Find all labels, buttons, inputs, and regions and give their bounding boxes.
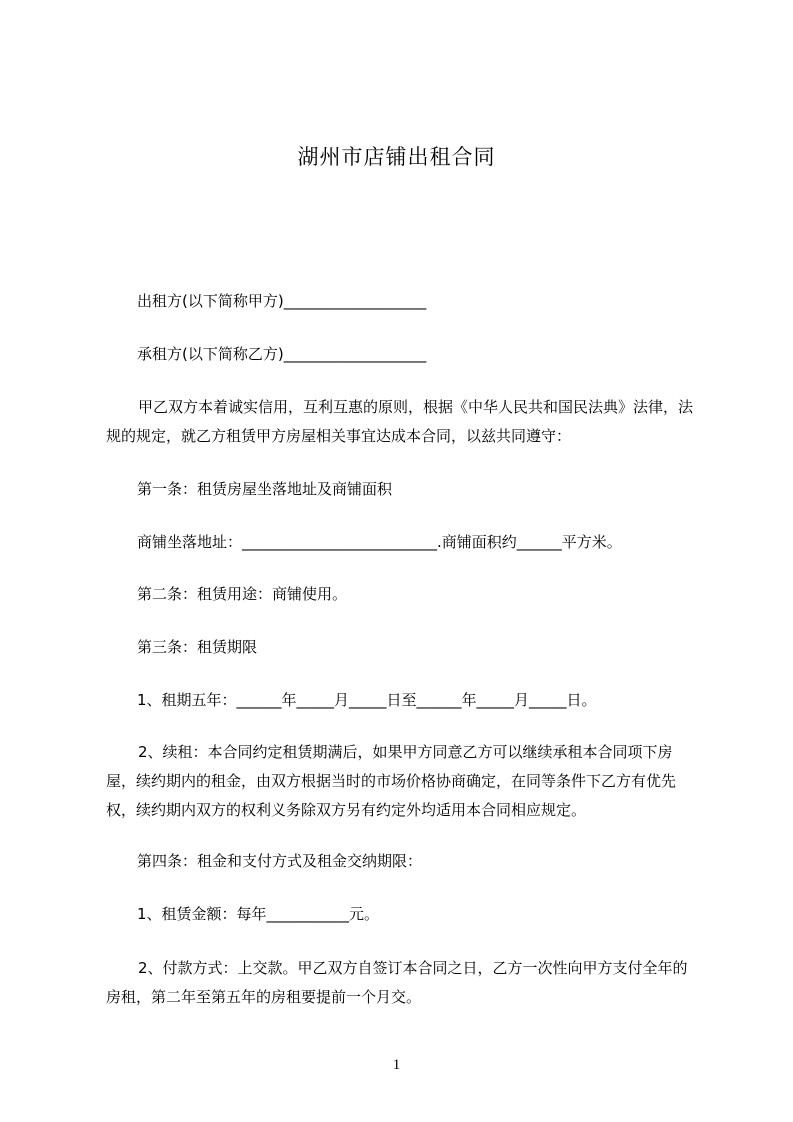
article1-address-line: 商铺坐落地址：__________________________.商铺面积约______平方米。 (137, 533, 622, 551)
article3-heading: 第三条：租赁期限 (137, 638, 258, 656)
article4-item2-paragraph (106, 954, 696, 1012)
page-number: 1 (392, 1057, 401, 1073)
preamble-text: 甲乙双方本着诚实信用，互利互惠的原则，根据《中华人民共和国民法典》法律，法规的规定，就乙方租赁甲方房屋相关事宜达成本合同，以兹共同遵守： (106, 398, 694, 445)
article3-item1: 1、租期五年：______年_____月_____日至______年_____月_____日。 (137, 691, 597, 709)
article2-heading: 第二条：租赁用途：商铺使用。 (137, 585, 348, 603)
article1-heading: 第一条：租赁房屋坐落地址及商铺面积 (137, 480, 393, 498)
article4-item1: 1、租赁金额：每年___________元。 (137, 905, 380, 923)
document-title: 湖州市店铺出租合同 (297, 145, 496, 169)
article4-heading: 第四条：租金和支付方式及租金交纳期限： (137, 852, 423, 870)
article3-item2-paragraph (106, 738, 696, 825)
preamble-paragraph (106, 393, 696, 451)
article3-item2-text: 2、续租：本合同约定租赁期满后，如果甲方同意乙方可以继续承租本合同项下房屋，续约期内的租金，由双方根据当时的市场价格协商确定，在同等条件下乙方有优先权，续约期内双方的权利义务除双方另有约定外均适用本合同相应规定。 (106, 743, 677, 819)
article4-item2-text: 2、付款方式：上交款。甲乙双方自签订本合同之日，乙方一次性向甲方支付全年的房租，第二年至第五年的房租要提前一个月交。 (106, 959, 688, 1006)
lessor-line: 出租方(以下简称甲方)___________________ (137, 292, 427, 310)
lessee-line: 承租方(以下简称乙方)___________________ (137, 345, 427, 363)
